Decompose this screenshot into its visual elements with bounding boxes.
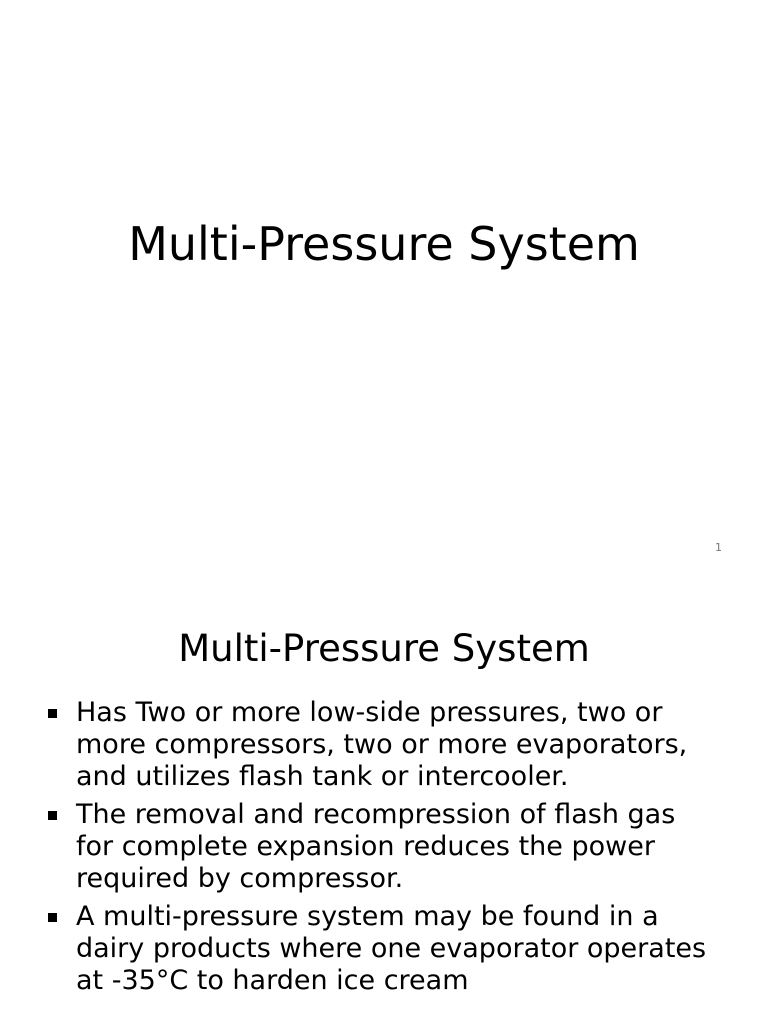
page-number: 1 [715,541,722,554]
slide-title: Multi-Pressure System [128,217,640,271]
bullet-text: Has Two or more low-side pressures, two or more compressors, two or more evaporators, and utilizes flash tank or intercooler. [76,697,688,792]
bullet-item [0,901,768,997]
bullet-list [0,697,768,1003]
bullet-item [0,799,768,895]
bullet-item [0,697,768,793]
slide-2 [0,576,768,1024]
square-bullet-icon [48,709,57,718]
square-bullet-icon [48,811,57,820]
bullet-text: A multi-pressure system may be found in a dairy products where one evaporator operates at -35°C to harden ice cream [76,901,707,996]
bullet-text: The removal and recompression of flash gas for complete expansion reduces the power required by compressor. [76,799,676,894]
slide-title: Multi-Pressure System [178,627,590,670]
square-bullet-icon [48,913,57,922]
